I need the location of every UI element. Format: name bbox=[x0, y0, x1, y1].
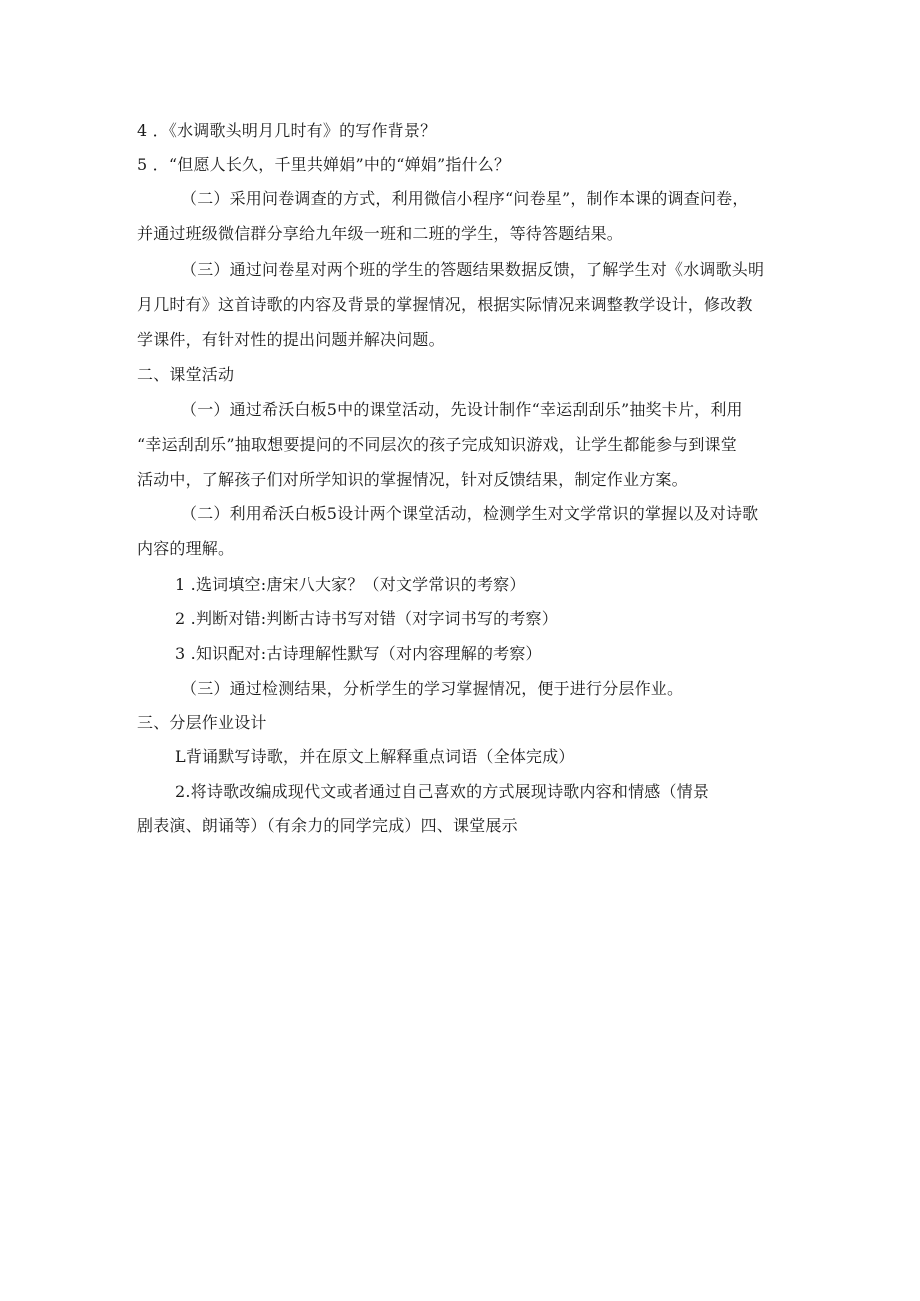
activity-1-line-1: （一）通过希沃白板5中的课堂活动，先设计制作“幸运刮刮乐”抽奖卡片，利用 bbox=[181, 400, 743, 419]
homework-item-1: L背诵默写诗歌，并在原文上解释重点词语（全体完成） bbox=[175, 747, 575, 766]
activity-2-line-2: 内容的理解。 bbox=[137, 539, 235, 558]
paragraph-2-line-1: （二）采用问卷调查的方式，利用微信小程序“问卷星”，制作本课的调查问卷， bbox=[181, 189, 749, 208]
homework-item-2-line-1: 2.将诗歌改编成现代文或者通过自己喜欢的方式展现诗歌内容和情感（情景 bbox=[175, 782, 710, 801]
activity-2-line-1: （二）利用希沃白板5设计两个课堂活动，检测学生对文学常识的掌握以及对诗歌 bbox=[181, 504, 759, 523]
list-item-1: 1 .选词填空:唐宋八大家？（对文学常识的考察） bbox=[175, 575, 526, 594]
paragraph-3-line-1: （三）通过问卷星对两个班的学生的答题结果数据反馈，了解学生对《水调歌头明 bbox=[181, 260, 765, 279]
paragraph-3-line-3: 学课件，有针对性的提出问题并解决问题。 bbox=[137, 330, 445, 349]
activity-3: （三）通过检测结果，分析学生的学习掌握情况，便于进行分层作业。 bbox=[181, 679, 684, 698]
section-heading-2: 二、课堂活动 bbox=[137, 365, 235, 384]
list-item-3: 3 .知识配对:古诗理解性默写（对内容理解的考察） bbox=[175, 644, 542, 663]
paragraph-2-line-2: 并通过班级微信群分享给九年级一班和二班的学生，等待答题结果。 bbox=[137, 224, 624, 243]
section-heading-3: 三、分层作业设计 bbox=[137, 713, 267, 732]
question-5: 5 ．“但愿人长久，千里共婵娟”中的“婵娟”指什么？ bbox=[137, 155, 511, 174]
activity-1-line-3: 活动中，了解孩子们对所学知识的掌握情况，针对反馈结果，制定作业方案。 bbox=[137, 470, 688, 489]
paragraph-3-line-2: 月几时有》这首诗歌的内容及背景的掌握情况，根据实际情况来调整教学设计，修改教 bbox=[137, 295, 753, 314]
question-4: 4 ．《水调歌头明月几时有》的写作背景？ bbox=[137, 121, 437, 140]
homework-item-2-line-2: 剧表演、朗诵等）（有余力的同学完成）四、课堂展示 bbox=[137, 816, 518, 835]
list-item-2: 2 .判断对错:判断古诗书写对错（对字词书写的考察） bbox=[175, 609, 558, 628]
activity-1-line-2: “幸运刮刮乐”抽取想要提问的不同层次的孩子完成知识游戏，让学生都能参与到课堂 bbox=[137, 435, 737, 454]
